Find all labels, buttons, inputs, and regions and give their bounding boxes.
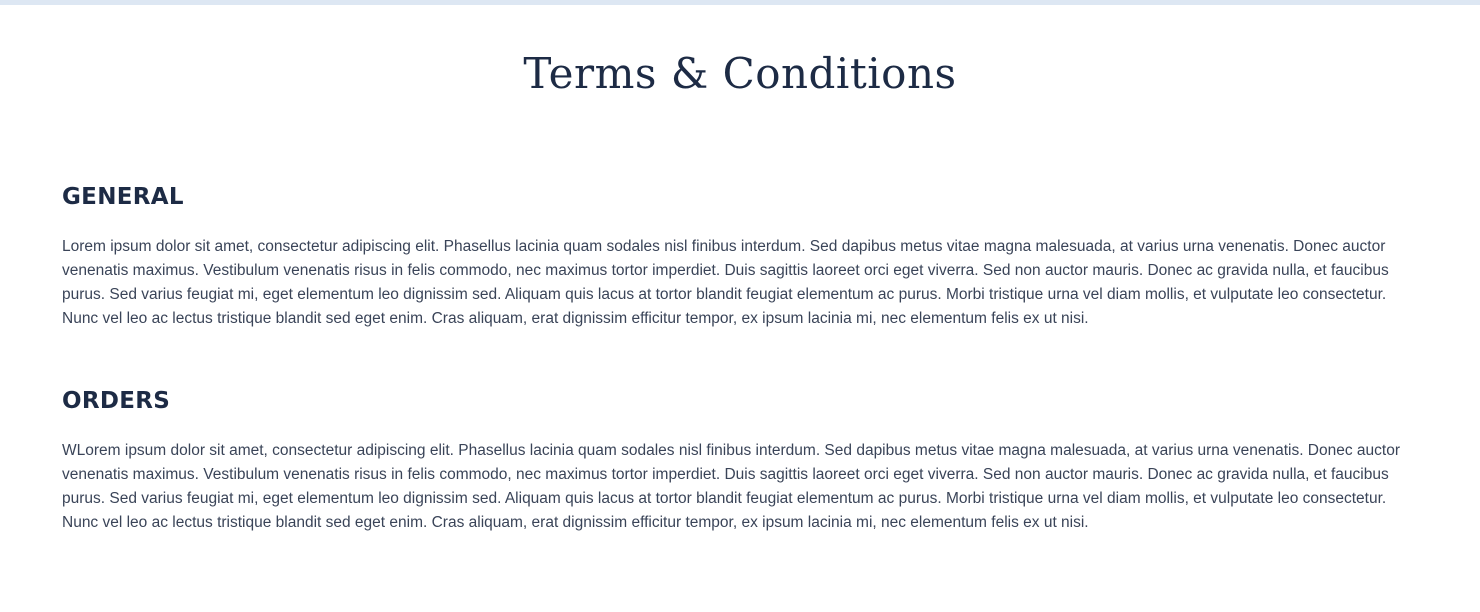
- section-heading-orders: ORDERS: [62, 388, 171, 414]
- page-title: Terms & Conditions: [523, 49, 957, 98]
- section-orders: [62, 384, 1424, 535]
- section-body-general: Lorem ipsum dolor sit amet, consectetur adipiscing elit. Phasellus lacinia quam sodales nisl finibus interdum. Sed dapibus metus vitae magna malesuada, at varius urna venenatis. Donec auctor venenatis maximus. Vestibulum venenatis risus in felis commodo, nec maximus tortor imperdiet. Duis sagittis laoreet orci eget viverra. Sed non auctor mauris. Donec ac gravida nulla, et faucibus purus. Sed varius feugiat mi, eget elementum leo dignissim sed. Aliquam quis lacus at tortor blandit feugiat elementum ac purus. Morbi tristique urna vel diam mollis, et vulputate leo consectetur. Nunc vel leo ac lectus tristique blandit sed eget enim. Cras aliquam, erat dignissim efficitur tempor, ex ipsum lacinia mi, nec elementum felis ex ut nisi.: [62, 238, 1389, 327]
- section-body-orders: WLorem ipsum dolor sit amet, consectetur adipiscing elit. Phasellus lacinia quam sodales nisl finibus interdum. Sed dapibus metus vitae magna malesuada, at varius urna venenatis. Donec auctor venenatis maximus. Vestibulum venenatis risus in felis commodo, nec maximus tortor imperdiet. Duis sagittis laoreet orci eget viverra. Sed non auctor mauris. Donec ac gravida nulla, et faucibus purus. Sed varius feugiat mi, eget elementum leo dignissim sed. Aliquam quis lacus at tortor blandit feugiat elementum ac purus. Morbi tristique urna vel diam mollis, et vulputate leo consectetur. Nunc vel leo ac lectus tristique blandit sed eget enim. Cras aliquam, erat dignissim efficitur tempor, ex ipsum lacinia mi, nec elementum felis ex ut nisi.: [62, 442, 1400, 531]
- section-heading-general: GENERAL: [62, 184, 184, 210]
- section-general: [62, 180, 1424, 331]
